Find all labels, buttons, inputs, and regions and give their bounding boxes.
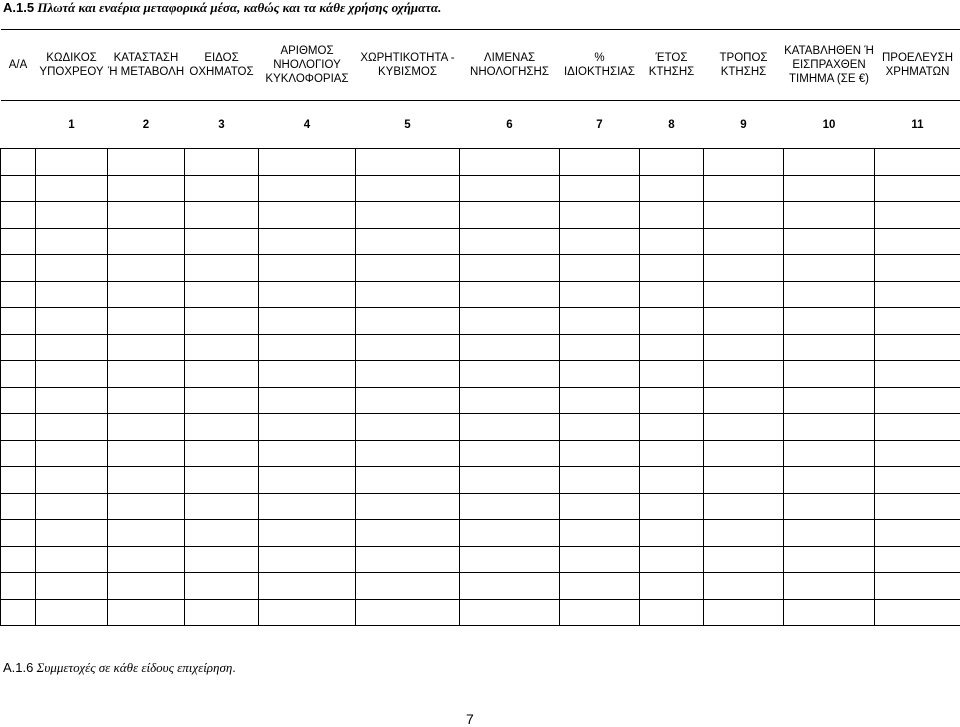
- table-cell: [784, 387, 875, 414]
- table-cell: [784, 361, 875, 388]
- col-header-acquisition-method: ΤΡΟΠΟΣ ΚΤΗΣΗΣ: [704, 30, 784, 101]
- col-header-price: ΚΑΤΑΒΛΗΘΕΝ Ή ΕΙΣΠΡΑΧΘΕΝ ΤΙΜΗΜΑ (ΣΕ €): [784, 30, 875, 101]
- table-cell: [259, 281, 356, 308]
- table-cell: [560, 361, 640, 388]
- table-cell: [560, 334, 640, 361]
- table-cell: [1, 414, 36, 441]
- table-cell: [560, 308, 640, 335]
- table-cell: [108, 149, 185, 176]
- table-row: [1, 599, 960, 626]
- col-header-vehicle-type: ΕΙΔΟΣ ΟΧΗΜΑΤΟΣ: [185, 30, 259, 101]
- table-cell: [36, 281, 108, 308]
- table-cell: [560, 149, 640, 176]
- table-cell: [460, 440, 560, 467]
- table-cell: [875, 387, 960, 414]
- table-cell: [1, 546, 36, 573]
- table-cell: [185, 467, 259, 494]
- table-cell: [784, 546, 875, 573]
- table-cell: [356, 334, 460, 361]
- table-cell: [560, 467, 640, 494]
- table-cell: [784, 149, 875, 176]
- table-cell: [460, 573, 560, 600]
- table-cell: [259, 520, 356, 547]
- table-cell: [640, 387, 704, 414]
- col-header-funds-origin: ΠΡΟΕΛΕΥΣΗ ΧΡΗΜΑΤΩΝ: [875, 30, 960, 101]
- table-cell: [259, 361, 356, 388]
- table-cell: [640, 202, 704, 229]
- table-cell: [560, 546, 640, 573]
- col-number: 1: [36, 101, 108, 149]
- table-cell: [460, 255, 560, 282]
- table-cell: [704, 467, 784, 494]
- table-cell: [36, 202, 108, 229]
- table-cell: [259, 573, 356, 600]
- table-cell: [1, 387, 36, 414]
- table-cell: [460, 493, 560, 520]
- table-cell: [1, 175, 36, 202]
- table-cell: [108, 361, 185, 388]
- col-number: 5: [356, 101, 460, 149]
- table-cell: [36, 361, 108, 388]
- table-row: [1, 546, 960, 573]
- table-row: [1, 520, 960, 547]
- col-header-ownership: % ΙΔΙΟΚΤΗΣΙΑΣ: [560, 30, 640, 101]
- table-row: [1, 228, 960, 255]
- col-header-capacity: ΧΩΡΗΤΙΚΟΤΗΤΑ - ΚΥΒΙΣΜΟΣ: [356, 30, 460, 101]
- table-cell: [640, 440, 704, 467]
- table-cell: [704, 228, 784, 255]
- table-cell: [704, 149, 784, 176]
- table-cell: [1, 599, 36, 626]
- table-cell: [460, 228, 560, 255]
- table-cell: [185, 149, 259, 176]
- table-cell: [1, 202, 36, 229]
- table-cell: [356, 573, 460, 600]
- table-cell: [784, 255, 875, 282]
- table-cell: [259, 255, 356, 282]
- table-cell: [36, 414, 108, 441]
- column-number-row: [1, 101, 960, 149]
- table-cell: [640, 599, 704, 626]
- table-cell: [108, 202, 185, 229]
- table-cell: [36, 546, 108, 573]
- table-cell: [784, 573, 875, 600]
- col-number: 4: [259, 101, 356, 149]
- table-cell: [704, 520, 784, 547]
- table-cell: [875, 149, 960, 176]
- table-cell: [704, 281, 784, 308]
- col-number: 2: [108, 101, 185, 149]
- table-cell: [460, 546, 560, 573]
- table-cell: [640, 546, 704, 573]
- table-cell: [460, 334, 560, 361]
- col-header-status: ΚΑΤΑΣΤΑΣΗ Ή ΜΕΤΑΒΟΛΗ: [108, 30, 185, 101]
- table-cell: [1, 440, 36, 467]
- table-cell: [356, 414, 460, 441]
- col-number: 11: [875, 101, 960, 149]
- table-cell: [784, 467, 875, 494]
- table-cell: [185, 414, 259, 441]
- table-cell: [36, 573, 108, 600]
- table-cell: [460, 175, 560, 202]
- table-cell: [108, 175, 185, 202]
- table-cell: [1, 308, 36, 335]
- table-cell: [259, 387, 356, 414]
- table-cell: [108, 467, 185, 494]
- table-cell: [36, 493, 108, 520]
- table-cell: [1, 361, 36, 388]
- header-row: [1, 30, 960, 101]
- table-cell: [640, 573, 704, 600]
- table-cell: [259, 599, 356, 626]
- table-cell: [185, 361, 259, 388]
- table-cell: [704, 175, 784, 202]
- table-cell: [640, 467, 704, 494]
- table-cell: [185, 573, 259, 600]
- table-cell: [108, 573, 185, 600]
- table-cell: [875, 493, 960, 520]
- table-cell: [560, 202, 640, 229]
- table-cell: [560, 228, 640, 255]
- table-cell: [356, 440, 460, 467]
- table-cell: [460, 281, 560, 308]
- table-cell: [1, 281, 36, 308]
- table-cell: [356, 308, 460, 335]
- table-cell: [108, 281, 185, 308]
- table-row: [1, 361, 960, 388]
- table-cell: [460, 361, 560, 388]
- table-cell: [259, 308, 356, 335]
- table-cell: [259, 228, 356, 255]
- page-number: 7: [466, 711, 474, 727]
- col-number: 6: [460, 101, 560, 149]
- table-cell: [640, 255, 704, 282]
- table-cell: [460, 467, 560, 494]
- table-cell: [704, 334, 784, 361]
- table-cell: [640, 149, 704, 176]
- table-cell: [784, 202, 875, 229]
- table-cell: [875, 228, 960, 255]
- table-row: [1, 175, 960, 202]
- table-cell: [875, 440, 960, 467]
- table-cell: [356, 493, 460, 520]
- table-cell: [640, 228, 704, 255]
- col-number: [1, 101, 36, 149]
- table-cell: [36, 467, 108, 494]
- table-cell: [784, 599, 875, 626]
- table-cell: [1, 255, 36, 282]
- table-cell: [875, 520, 960, 547]
- col-number: 10: [784, 101, 875, 149]
- table-cell: [185, 599, 259, 626]
- table-cell: [36, 334, 108, 361]
- table-cell: [784, 228, 875, 255]
- table-cell: [36, 228, 108, 255]
- table-cell: [108, 228, 185, 255]
- table-cell: [640, 175, 704, 202]
- table-cell: [1, 334, 36, 361]
- col-number: 7: [560, 101, 640, 149]
- table-cell: [259, 202, 356, 229]
- table-cell: [784, 414, 875, 441]
- table-cell: [108, 414, 185, 441]
- table-cell: [875, 573, 960, 600]
- table-cell: [875, 546, 960, 573]
- table-cell: [460, 149, 560, 176]
- table-cell: [704, 414, 784, 441]
- table-cell: [356, 281, 460, 308]
- table-cell: [784, 334, 875, 361]
- table-cell: [36, 255, 108, 282]
- table-row: [1, 202, 960, 229]
- table-cell: [36, 149, 108, 176]
- table-cell: [875, 599, 960, 626]
- table-cell: [36, 599, 108, 626]
- table-cell: [259, 493, 356, 520]
- table-cell: [704, 493, 784, 520]
- table-cell: [875, 334, 960, 361]
- next-section-heading: [3, 660, 236, 676]
- table-cell: [185, 440, 259, 467]
- table-cell: [640, 361, 704, 388]
- col-number: 9: [704, 101, 784, 149]
- next-section-number: Α.1.6: [3, 660, 34, 675]
- table-cell: [460, 202, 560, 229]
- table-cell: [185, 228, 259, 255]
- table-cell: [560, 599, 640, 626]
- table-cell: [560, 281, 640, 308]
- table-cell: [784, 175, 875, 202]
- next-section-title: Συμμετοχές σε κάθε είδους επιχείρηση: [36, 660, 233, 675]
- table-cell: [1, 493, 36, 520]
- table-cell: [460, 414, 560, 441]
- table-row: [1, 334, 960, 361]
- vehicles-table: [0, 29, 960, 626]
- table-cell: [784, 493, 875, 520]
- table-cell: [356, 255, 460, 282]
- table-cell: [460, 308, 560, 335]
- table-cell: [640, 281, 704, 308]
- table-row: [1, 255, 960, 282]
- table-cell: [259, 175, 356, 202]
- table-cell: [36, 387, 108, 414]
- table-cell: [185, 308, 259, 335]
- table-row: [1, 281, 960, 308]
- table-cell: [640, 334, 704, 361]
- table-row: [1, 573, 960, 600]
- table-cell: [460, 599, 560, 626]
- table-cell: [259, 414, 356, 441]
- table-cell: [108, 334, 185, 361]
- table-cell: [875, 467, 960, 494]
- col-number: 8: [640, 101, 704, 149]
- table-cell: [36, 440, 108, 467]
- table-cell: [460, 520, 560, 547]
- table-cell: [185, 175, 259, 202]
- table-cell: [704, 573, 784, 600]
- table-cell: [356, 228, 460, 255]
- table-cell: [108, 255, 185, 282]
- col-number: 3: [185, 101, 259, 149]
- table-cell: [185, 202, 259, 229]
- table-cell: [875, 414, 960, 441]
- col-header-code: ΚΩΔΙΚΟΣ ΥΠΟΧΡΕΟΥ: [36, 30, 108, 101]
- table-cell: [108, 599, 185, 626]
- table-cell: [560, 440, 640, 467]
- table-cell: [36, 308, 108, 335]
- table-row: [1, 414, 960, 441]
- table-cell: [108, 493, 185, 520]
- table-cell: [560, 414, 640, 441]
- table-cell: [1, 467, 36, 494]
- table-cell: [356, 467, 460, 494]
- table-cell: [704, 599, 784, 626]
- table-cell: [259, 334, 356, 361]
- table-cell: [356, 520, 460, 547]
- table-cell: [259, 149, 356, 176]
- table-cell: [185, 546, 259, 573]
- table-cell: [640, 520, 704, 547]
- table-cell: [784, 440, 875, 467]
- table-cell: [108, 387, 185, 414]
- table-cell: [185, 255, 259, 282]
- table-cell: [36, 175, 108, 202]
- table-cell: [108, 546, 185, 573]
- table-cell: [185, 387, 259, 414]
- table-cell: [640, 493, 704, 520]
- table-cell: [356, 175, 460, 202]
- table-row: [1, 308, 960, 335]
- table-cell: [1, 520, 36, 547]
- table-row: [1, 440, 960, 467]
- table-cell: [356, 546, 460, 573]
- table-cell: [259, 467, 356, 494]
- table-cell: [356, 202, 460, 229]
- table-row: [1, 493, 960, 520]
- col-header-registration: ΑΡΙΘΜΟΣ ΝΗΟΛΟΓΙΟΥ ΚΥΚΛΟΦΟΡΙΑΣ: [259, 30, 356, 101]
- table-cell: [784, 520, 875, 547]
- table-cell: [460, 387, 560, 414]
- section-heading: [3, 0, 441, 16]
- table-cell: [704, 308, 784, 335]
- table-cell: [560, 520, 640, 547]
- table-cell: [356, 149, 460, 176]
- col-header-port: ΛΙΜΕΝΑΣ ΝΗΟΛΟΓΗΣΗΣ: [460, 30, 560, 101]
- table-cell: [784, 308, 875, 335]
- table-cell: [356, 599, 460, 626]
- period-text: .: [232, 660, 236, 675]
- table-cell: [640, 308, 704, 335]
- table-cell: [185, 520, 259, 547]
- col-header-year: ΈΤΟΣ ΚΤΗΣΗΣ: [640, 30, 704, 101]
- section-number: Α.1.5: [3, 0, 35, 15]
- table-cell: [875, 175, 960, 202]
- table-cell: [259, 546, 356, 573]
- col-header-aa: Α/Α: [1, 30, 36, 101]
- table-cell: [704, 387, 784, 414]
- table-cell: [560, 573, 640, 600]
- table-row: [1, 387, 960, 414]
- table-cell: [704, 361, 784, 388]
- table-cell: [875, 308, 960, 335]
- table-cell: [640, 414, 704, 441]
- table-cell: [784, 281, 875, 308]
- table-cell: [875, 202, 960, 229]
- table-cell: [704, 440, 784, 467]
- table-cell: [560, 387, 640, 414]
- table-cell: [185, 334, 259, 361]
- table-cell: [704, 546, 784, 573]
- table-cell: [875, 361, 960, 388]
- table-cell: [108, 308, 185, 335]
- table-cell: [108, 440, 185, 467]
- table-cell: [108, 520, 185, 547]
- table-cell: [1, 573, 36, 600]
- table-cell: [185, 493, 259, 520]
- table-cell: [560, 493, 640, 520]
- table-cell: [560, 255, 640, 282]
- table-cell: [875, 255, 960, 282]
- table-cell: [1, 228, 36, 255]
- table-cell: [36, 520, 108, 547]
- table-cell: [185, 281, 259, 308]
- table-row: [1, 467, 960, 494]
- table-cell: [704, 255, 784, 282]
- table-cell: [560, 175, 640, 202]
- table-row: [1, 149, 960, 176]
- table-cell: [356, 361, 460, 388]
- section-title: Πλωτά και εναέρια μεταφορικά μέσα, καθώς και τα κάθε χρήσης οχήματα.: [37, 0, 442, 15]
- table-cell: [704, 202, 784, 229]
- table-cell: [1, 149, 36, 176]
- table-cell: [875, 281, 960, 308]
- table-cell: [259, 440, 356, 467]
- table-cell: [356, 387, 460, 414]
